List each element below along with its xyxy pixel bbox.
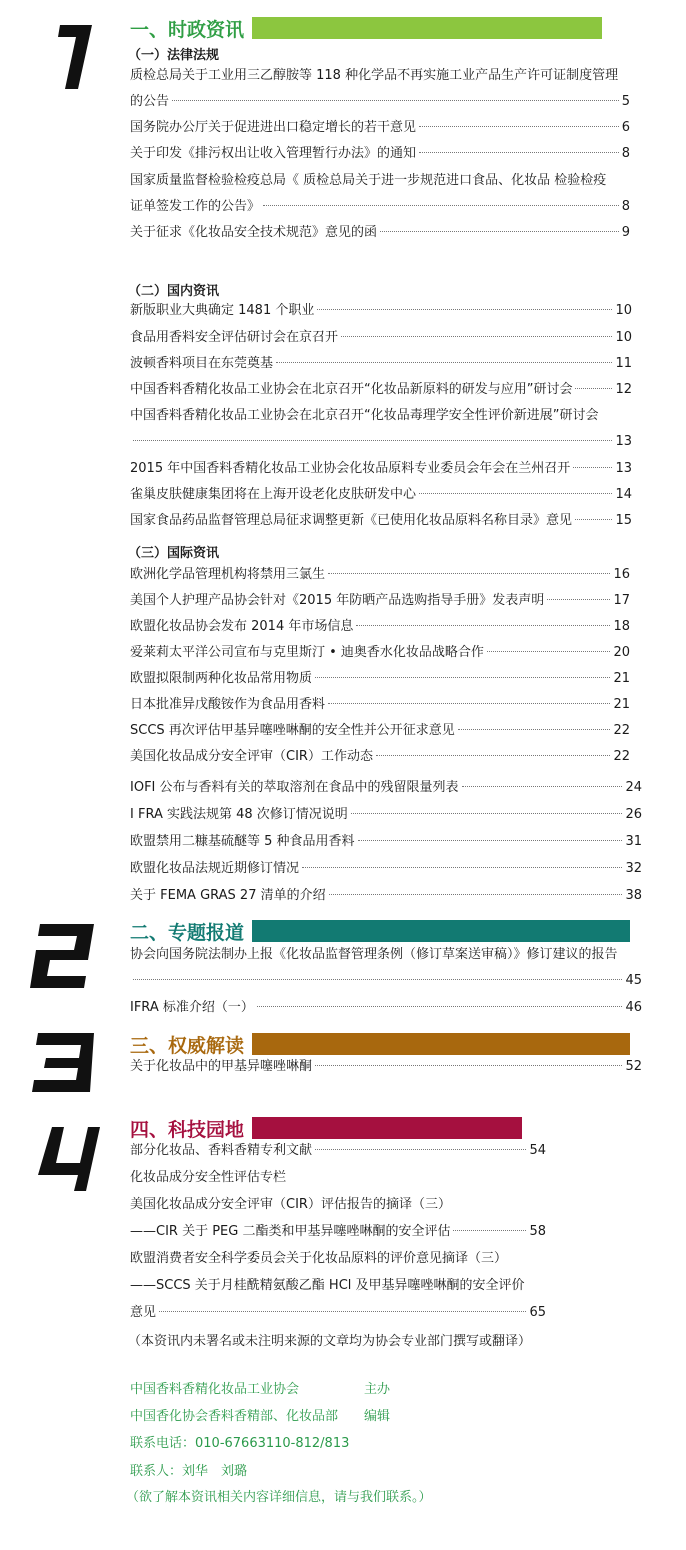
- leader-dots: [547, 599, 610, 600]
- toc-entry-page: 10: [615, 330, 632, 345]
- toc-entry-page: 24: [625, 780, 642, 795]
- leader-dots: [328, 703, 610, 704]
- toc-entry[interactable]: [130, 856, 642, 882]
- toc-entry-page: 13: [615, 434, 632, 449]
- toc-entry[interactable]: [130, 456, 632, 482]
- leader-dots: [419, 493, 612, 494]
- leader-dots: [257, 1006, 623, 1007]
- toc-entry-page: 45: [625, 973, 642, 988]
- toc-entry[interactable]: [130, 968, 642, 994]
- toc-entry[interactable]: [130, 744, 630, 770]
- toc-entry[interactable]: [130, 351, 632, 377]
- section-1-header: [130, 17, 602, 39]
- toc-entry-page: 26: [625, 807, 642, 822]
- leader-dots: [419, 152, 619, 153]
- toc-entry-title: 欧盟禁用二糠基硫醚等 5 种食品用香料: [130, 834, 355, 849]
- leader-dots: [458, 729, 611, 730]
- leader-dots: [329, 894, 623, 895]
- section-2-bar: [252, 920, 630, 942]
- toc-entry-line: 质检总局关于工业用三乙醇胺等 118 种化学品不再实施工业产品生产许可证制度管理: [130, 68, 619, 83]
- number-2-glyph: [28, 920, 98, 992]
- leader-dots: [172, 100, 619, 101]
- editor-org: 中国香化协会香料香精部、化妆品部: [130, 1409, 339, 1424]
- leader-dots: [276, 362, 612, 363]
- leader-dots: [573, 467, 612, 468]
- section-3-header: [130, 1033, 630, 1055]
- toc-entry-title: 爱莱莉太平洋公司宣布与克里斯汀 • 迪奥香水化妆品战略合作: [130, 645, 484, 660]
- toc-entry-page: 21: [613, 671, 630, 686]
- toc-entry[interactable]: [130, 377, 632, 403]
- toc-entry-title: 意见: [130, 1305, 157, 1320]
- sponsor-org: 中国香料香精化妆品工业协会: [130, 1382, 300, 1397]
- toc-entry-page: 12: [615, 382, 632, 397]
- leader-dots: [133, 440, 612, 441]
- toc-entry-title: 雀巢皮肤健康集团将在上海开设老化皮肤研发中心: [130, 487, 417, 502]
- leader-dots: [317, 309, 612, 310]
- leader-dots: [575, 519, 612, 520]
- toc-entry[interactable]: [130, 1054, 642, 1080]
- toc-entry-title: ——CIR 关于 PEG 二酯类和甲基异噻唑啉酮的安全评估: [130, 1224, 451, 1239]
- toc-entry-line: ——SCCS 关于月桂酰精氨酸乙酯 HCl 及甲基异噻唑啉酮的安全评价: [130, 1278, 525, 1293]
- toc-entry[interactable]: [130, 562, 630, 588]
- toc-entry-title: IFRA 标准介绍（一）: [130, 1000, 254, 1015]
- toc-entry[interactable]: [130, 220, 630, 246]
- number-1-glyph: [40, 22, 100, 92]
- section-3-bar: [252, 1033, 630, 1055]
- toc-entry-title: I FRA 实践法规第 48 次修订情况说明: [130, 807, 348, 822]
- toc-entry-title: 关于征求《化妆品安全技术规范》意见的函: [130, 225, 378, 240]
- toc-entry-title: 波顿香料项目在东莞奠基: [130, 356, 274, 371]
- toc-entry-page: 58: [529, 1224, 546, 1239]
- toc-entry-page: 38: [625, 888, 642, 903]
- toc-entry[interactable]: [130, 802, 642, 828]
- toc-entry-title: 关于 FEMA GRAS 27 清单的介绍: [130, 888, 326, 903]
- subsection-laws: （一）法律法规: [128, 48, 220, 63]
- toc-entry[interactable]: [130, 1138, 546, 1164]
- leader-dots: [341, 336, 612, 337]
- toc-entry-page: 10: [615, 303, 632, 318]
- toc-entry-page: 8: [621, 199, 630, 214]
- toc-entry[interactable]: [130, 298, 632, 324]
- toc-entry-page: 14: [615, 487, 632, 502]
- toc-entry-page: 9: [621, 225, 630, 240]
- toc-entry-line: 中国香料香精化妆品工业协会在北京召开“化妆品毒理学安全性评价新进展”研讨会: [130, 408, 599, 423]
- toc-entry-page: 21: [613, 697, 630, 712]
- toc-entry-title: 关于化妆品中的甲基异噻唑啉酮: [130, 1059, 313, 1074]
- subsection-international: （三）国际资讯: [128, 546, 220, 561]
- leader-dots: [302, 867, 622, 868]
- toc-entry[interactable]: [130, 325, 632, 351]
- toc-entry[interactable]: [130, 508, 632, 534]
- toc-entry-title: 欧盟化妆品协会发布 2014 年市场信息: [130, 619, 354, 634]
- leader-dots: [575, 388, 612, 389]
- toc-entry[interactable]: [130, 115, 630, 141]
- toc-entry-title: 国务院办公厅关于促进进出口稳定增长的若干意见: [130, 120, 417, 135]
- toc-entry-title: 日本批准异戊酸铵作为食品用香料: [130, 697, 326, 712]
- toc-entry-title: 证单签发工作的公告》: [130, 199, 261, 214]
- toc-entry-page: 32: [625, 861, 642, 876]
- toc-entry-line: 美国化妆品成分安全评审（CIR）评估报告的摘译（三）: [130, 1197, 451, 1212]
- toc-entry-title: 欧盟化妆品法规近期修订情况: [130, 861, 300, 876]
- section-4-header: [130, 1117, 522, 1139]
- toc-entry-page: 13: [615, 461, 632, 476]
- toc-entry-title: 部分化妆品、香料香精专利文献: [130, 1143, 313, 1158]
- section-number-4: [30, 1125, 102, 1195]
- toc-entry-page: 22: [613, 749, 630, 764]
- section-1-title: 一、时政资讯: [130, 18, 245, 41]
- toc-entry[interactable]: [130, 640, 630, 666]
- toc-entry-title: 中国香料香精化妆品工业协会在北京召开“化妆品新原料的研发与应用”研讨会: [130, 382, 573, 397]
- leader-dots: [315, 1065, 622, 1066]
- toc-entry-page: 31: [625, 834, 642, 849]
- toc-entry-page: 46: [625, 1000, 642, 1015]
- contact-phone: 联系电话：010-67663110-812/813: [130, 1436, 350, 1451]
- leader-dots: [380, 231, 619, 232]
- toc-entry-page: 16: [613, 567, 630, 582]
- leader-dots: [419, 126, 619, 127]
- section-number-3: [28, 1030, 98, 1096]
- toc-entry[interactable]: [130, 718, 630, 744]
- toc-entry[interactable]: [130, 692, 630, 718]
- toc-entry[interactable]: [130, 775, 642, 801]
- number-4-glyph: [30, 1125, 102, 1195]
- leader-dots: [315, 1149, 526, 1150]
- sponsor-role: 主办: [364, 1382, 391, 1397]
- toc-entry-title: 美国个人护理产品协会针对《2015 年防晒产品选购指导手册》发表声明: [130, 593, 545, 608]
- section-2-header: [130, 920, 630, 942]
- toc-entry-title: IOFI 公布与香料有关的萃取溶剂在食品中的残留限量列表: [130, 780, 459, 795]
- toc-entry-page: 54: [529, 1143, 546, 1158]
- leader-dots: [453, 1230, 526, 1231]
- section-1-bar: [252, 17, 602, 39]
- authorship-note: （本资讯内未署名或未注明来源的文章均为协会专业部门撰写或翻译）: [128, 1334, 532, 1349]
- leader-dots: [462, 786, 623, 787]
- toc-entry[interactable]: [130, 141, 630, 167]
- leader-dots: [263, 205, 619, 206]
- leader-dots: [356, 625, 610, 626]
- toc-entry[interactable]: [130, 829, 642, 855]
- toc-entry-title: 新版职业大典确定 1481 个职业: [130, 303, 315, 318]
- column-title: 化妆品成分安全性评估专栏: [130, 1170, 287, 1185]
- leader-dots: [159, 1311, 526, 1312]
- section-number-1: [40, 22, 100, 92]
- toc-entry[interactable]: [130, 482, 632, 508]
- toc-entry-title: 的公告: [130, 94, 170, 109]
- leader-dots: [315, 677, 610, 678]
- section-number-2: [28, 920, 98, 992]
- toc-entry-title: SCCS 再次评估甲基异噻唑啉酮的安全性并公开征求意见: [130, 723, 455, 738]
- section-3-title: 三、权威解读: [130, 1034, 245, 1057]
- toc-entry[interactable]: [130, 666, 630, 692]
- toc-entry[interactable]: [130, 614, 630, 640]
- toc-entry[interactable]: [130, 429, 632, 455]
- toc-entry-title: 关于印发《排污权出让收入管理暂行办法》的通知: [130, 146, 417, 161]
- toc-entry-page: 11: [615, 356, 632, 371]
- toc-entry[interactable]: [130, 1219, 546, 1245]
- toc-entry-page: 65: [529, 1305, 546, 1320]
- leader-dots: [328, 573, 610, 574]
- section-4-title: 四、科技园地: [130, 1118, 245, 1141]
- toc-entry[interactable]: [130, 588, 630, 614]
- toc-entry[interactable]: [130, 89, 630, 115]
- toc-entry[interactable]: [130, 995, 642, 1021]
- number-3-glyph: [28, 1030, 98, 1096]
- toc-entry-page: 6: [621, 120, 630, 135]
- toc-entry-line: 国家质量监督检验检疫总局《 质检总局关于进一步规范进口食品、化妆品 检验检疫: [130, 173, 607, 188]
- toc-entry-page: 15: [615, 513, 632, 528]
- toc-entry-title: 国家食品药品监督管理总局征求调整更新《已使用化妆品原料名称目录》意见: [130, 513, 573, 528]
- contact-note: （欲了解本资讯相关内容详细信息，请与我们联系。）: [126, 1490, 432, 1505]
- toc-entry-title: 欧盟拟限制两种化妆品常用物质: [130, 671, 313, 686]
- toc-entry[interactable]: [130, 1300, 546, 1326]
- toc-entry-page: 52: [625, 1059, 642, 1074]
- editor-role: 编辑: [364, 1409, 391, 1424]
- toc-entry-title: 欧洲化学品管理机构将禁用三氯生: [130, 567, 326, 582]
- toc-entry-page: 17: [613, 593, 630, 608]
- toc-entry-title: 美国化妆品成分安全评审（CIR）工作动态: [130, 749, 373, 764]
- toc-entry[interactable]: [130, 883, 642, 909]
- toc-entry-page: 18: [613, 619, 630, 634]
- toc-entry[interactable]: [130, 194, 630, 220]
- toc-entry-page: 20: [613, 645, 630, 660]
- section-2-title: 二、专题报道: [130, 921, 245, 944]
- toc-entry-line: 欧盟消费者安全科学委员会关于化妆品原料的评价意见摘译（三）: [130, 1251, 508, 1266]
- leader-dots: [351, 813, 623, 814]
- toc-entry-page: 5: [621, 94, 630, 109]
- toc-entry-line: 协会向国务院法制办上报《化妆品监督管理条例（修订草案送审稿）》修订建议的报告: [130, 947, 618, 962]
- leader-dots: [133, 979, 622, 980]
- leader-dots: [358, 840, 623, 841]
- leader-dots: [487, 651, 611, 652]
- toc-entry-page: 8: [621, 146, 630, 161]
- toc-entry-page: 22: [613, 723, 630, 738]
- contact-person: 联系人：刘华 刘璐: [130, 1464, 248, 1479]
- leader-dots: [376, 755, 611, 756]
- section-4-bar: [252, 1117, 522, 1139]
- toc-entry-title: 2015 年中国香料香精化妆品工业协会化妆品原料专业委员会年会在兰州召开: [130, 461, 571, 476]
- subsection-domestic: （二）国内资讯: [128, 284, 220, 299]
- toc-entry-title: 食品用香料安全评估研讨会在京召开: [130, 330, 339, 345]
